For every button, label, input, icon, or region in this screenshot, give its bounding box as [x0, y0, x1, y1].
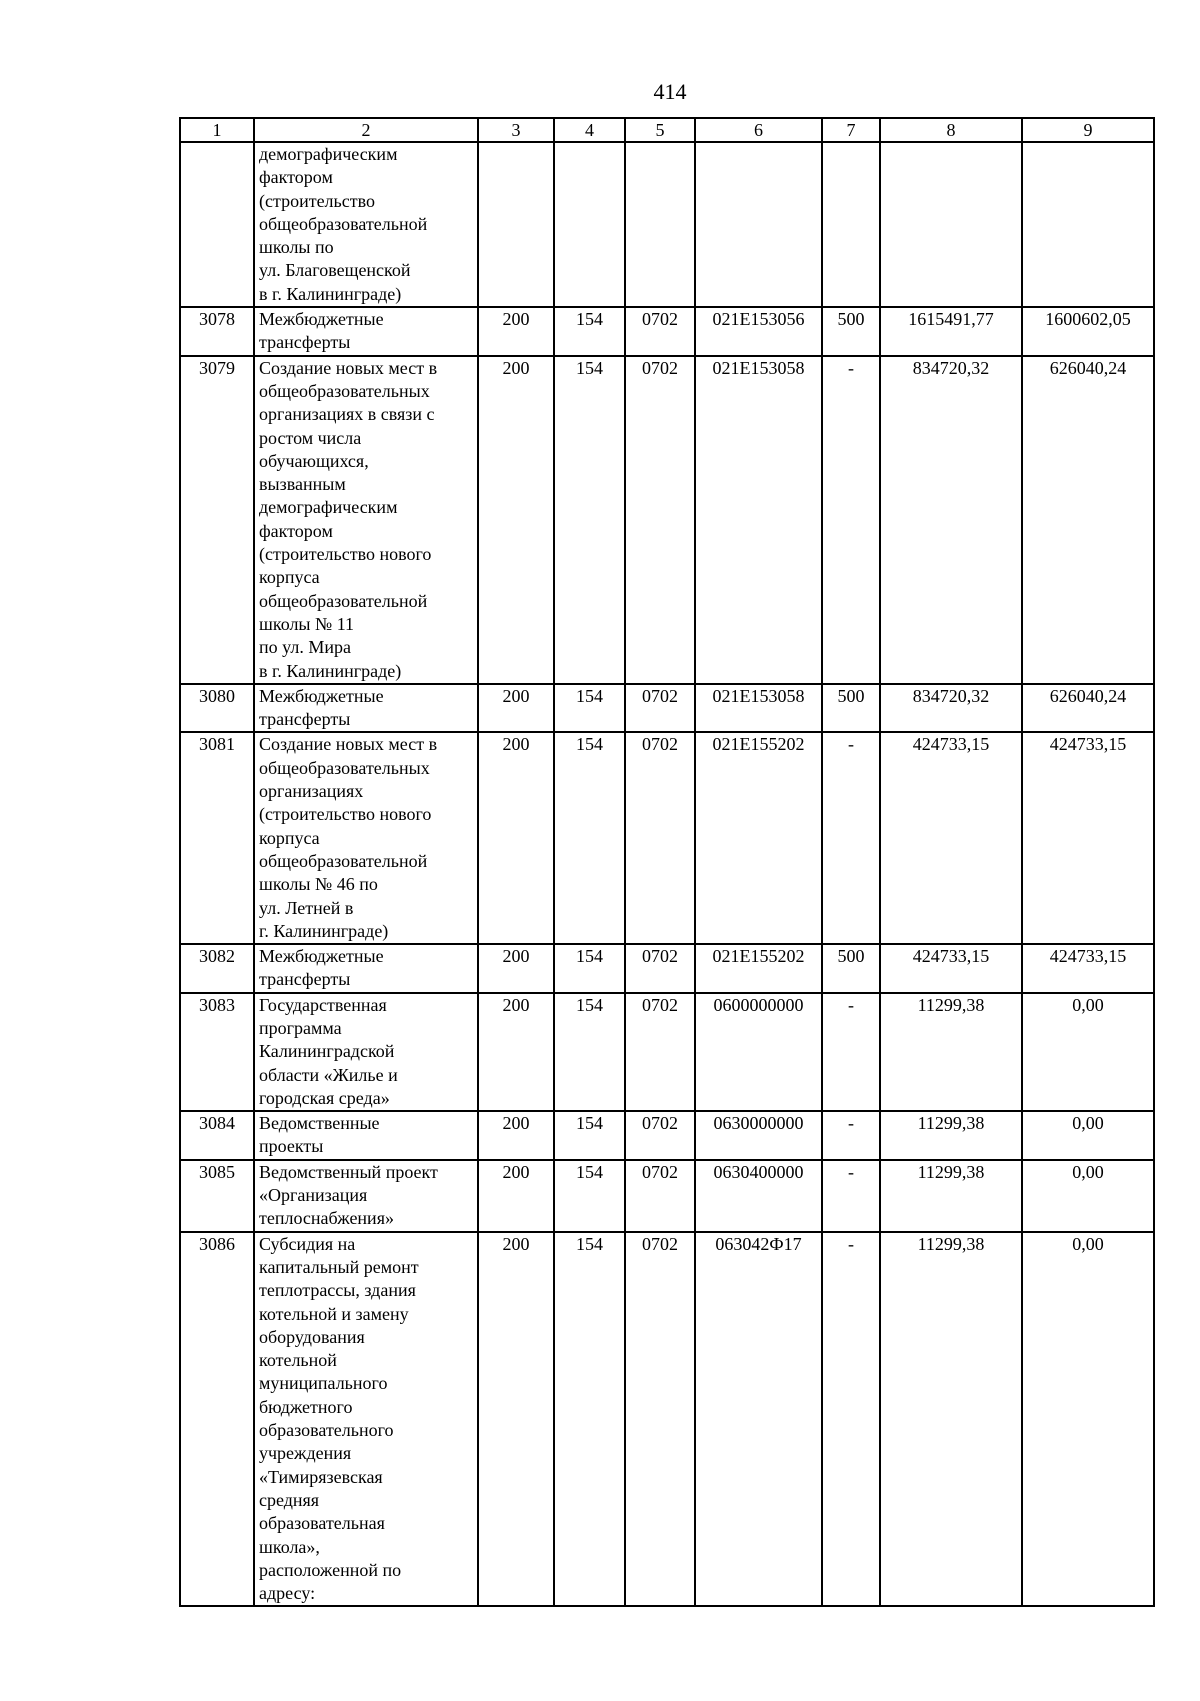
table-row [180, 684, 1154, 733]
amount-year-2-cell: 626040,24 [1022, 356, 1154, 684]
table-body [180, 142, 1154, 1606]
amount-year-1-cell: 834720,32 [880, 684, 1022, 733]
section-code-cell [625, 142, 695, 307]
target-article-code-cell: 021Е153058 [695, 684, 822, 733]
amount-year-1-cell: 424733,15 [880, 944, 1022, 993]
amount-year-1-cell: 11299,38 [880, 993, 1022, 1111]
row-number-cell: 3078 [180, 307, 254, 356]
amount-year-2-cell: 424733,15 [1022, 944, 1154, 993]
ministry-code-cell: 200 [478, 1111, 554, 1160]
section-code-cell: 0702 [625, 1232, 695, 1607]
target-article-code-cell: 021Е155202 [695, 732, 822, 944]
amount-year-1-cell: 11299,38 [880, 1160, 1022, 1232]
expense-type-code-cell [822, 142, 880, 307]
table-row [180, 356, 1154, 684]
row-number-cell [180, 142, 254, 307]
row-number-cell: 3086 [180, 1232, 254, 1607]
department-code-cell: 154 [554, 944, 625, 993]
expense-type-code-cell: - [822, 993, 880, 1111]
expense-type-code-cell: - [822, 732, 880, 944]
amount-year-1-cell: 11299,38 [880, 1111, 1022, 1160]
ministry-code-cell: 200 [478, 1160, 554, 1232]
column-header: 7 [822, 118, 880, 142]
expense-type-code-cell: - [822, 1160, 880, 1232]
amount-year-1-cell: 834720,32 [880, 356, 1022, 684]
item-description-cell: Межбюджетные трансферты [254, 944, 478, 993]
department-code-cell [554, 142, 625, 307]
row-number-cell: 3084 [180, 1111, 254, 1160]
item-description-cell: Создание новых мест в общеобразовательных организациях в связи с ростом числа обучающихся, вызванным демографическим фактором (строительство нового корпуса общеобразовательной школы № 11 по ул. Мира в г. Калининграде) [254, 356, 478, 684]
target-article-code-cell: 021Е153056 [695, 307, 822, 356]
section-code-cell: 0702 [625, 684, 695, 733]
row-number-cell: 3081 [180, 732, 254, 944]
target-article-code-cell [695, 142, 822, 307]
item-description-cell: Создание новых мест в общеобразовательных организациях (строительство нового корпуса общеобразовательной школы № 46 по ул. Летней в г. Калининграде) [254, 732, 478, 944]
section-code-cell: 0702 [625, 944, 695, 993]
section-code-cell: 0702 [625, 732, 695, 944]
amount-year-1-cell [880, 142, 1022, 307]
expense-type-code-cell: - [822, 1232, 880, 1607]
target-article-code-cell: 0630400000 [695, 1160, 822, 1232]
amount-year-1-cell: 11299,38 [880, 1232, 1022, 1607]
amount-year-2-cell: 424733,15 [1022, 732, 1154, 944]
amount-year-2-cell: 0,00 [1022, 1160, 1154, 1232]
item-description-cell: Субсидия на капитальный ремонт теплотрассы, здания котельной и замену оборудования котельной муниципального бюджетного образовательного учреждения «Тимирязевская средняя образовательная школа», расположенной по адресу: [254, 1232, 478, 1607]
target-article-code-cell: 021Е155202 [695, 944, 822, 993]
amount-year-2-cell: 0,00 [1022, 1232, 1154, 1607]
target-article-code-cell: 0600000000 [695, 993, 822, 1111]
department-code-cell: 154 [554, 356, 625, 684]
section-code-cell: 0702 [625, 1160, 695, 1232]
column-header: 8 [880, 118, 1022, 142]
section-code-cell: 0702 [625, 1111, 695, 1160]
item-description-cell: демографическим фактором (строительство общеобразовательной школы по ул. Благовещенской в г. Калининграде) [254, 142, 478, 307]
item-description-cell: Государственная программа Калининградской области «Жилье и городская среда» [254, 993, 478, 1111]
item-description-cell: Межбюджетные трансферты [254, 684, 478, 733]
ministry-code-cell [478, 142, 554, 307]
department-code-cell: 154 [554, 1232, 625, 1607]
amount-year-2-cell: 0,00 [1022, 993, 1154, 1111]
amount-year-1-cell: 1615491,77 [880, 307, 1022, 356]
row-number-cell: 3080 [180, 684, 254, 733]
item-description-cell: Ведомственный проект «Организация теплоснабжения» [254, 1160, 478, 1232]
table-row [180, 944, 1154, 993]
expense-type-code-cell: 500 [822, 307, 880, 356]
table-row [180, 142, 1154, 307]
amount-year-2-cell: 0,00 [1022, 1111, 1154, 1160]
column-header: 5 [625, 118, 695, 142]
expense-type-code-cell: - [822, 1111, 880, 1160]
amount-year-1-cell: 424733,15 [880, 732, 1022, 944]
row-number-cell: 3082 [180, 944, 254, 993]
department-code-cell: 154 [554, 1111, 625, 1160]
column-header: 1 [180, 118, 254, 142]
department-code-cell: 154 [554, 307, 625, 356]
department-code-cell: 154 [554, 993, 625, 1111]
column-header: 4 [554, 118, 625, 142]
table-row [180, 1160, 1154, 1232]
department-code-cell: 154 [554, 1160, 625, 1232]
table-row [180, 993, 1154, 1111]
ministry-code-cell: 200 [478, 732, 554, 944]
item-description-cell: Межбюджетные трансферты [254, 307, 478, 356]
section-code-cell: 0702 [625, 307, 695, 356]
column-header: 6 [695, 118, 822, 142]
table-row [180, 1232, 1154, 1607]
ministry-code-cell: 200 [478, 684, 554, 733]
target-article-code-cell: 021Е153058 [695, 356, 822, 684]
row-number-cell: 3085 [180, 1160, 254, 1232]
column-header: 9 [1022, 118, 1154, 142]
section-code-cell: 0702 [625, 993, 695, 1111]
row-number-cell: 3079 [180, 356, 254, 684]
table-row [180, 732, 1154, 944]
amount-year-2-cell: 1600602,05 [1022, 307, 1154, 356]
row-number-cell: 3083 [180, 993, 254, 1111]
table-header-row [180, 118, 1154, 142]
column-header: 2 [254, 118, 478, 142]
expense-type-code-cell: 500 [822, 684, 880, 733]
target-article-code-cell: 063042Ф17 [695, 1232, 822, 1607]
amount-year-2-cell [1022, 142, 1154, 307]
expense-type-code-cell: - [822, 356, 880, 684]
section-code-cell: 0702 [625, 356, 695, 684]
page-number: 414 [653, 79, 687, 104]
department-code-cell: 154 [554, 732, 625, 944]
target-article-code-cell: 0630000000 [695, 1111, 822, 1160]
amount-year-2-cell: 626040,24 [1022, 684, 1154, 733]
item-description-cell: Ведомственные проекты [254, 1111, 478, 1160]
expense-type-code-cell: 500 [822, 944, 880, 993]
ministry-code-cell: 200 [478, 356, 554, 684]
ministry-code-cell: 200 [478, 993, 554, 1111]
table-row [180, 1111, 1154, 1160]
ministry-code-cell: 200 [478, 1232, 554, 1607]
table-row [180, 307, 1154, 356]
department-code-cell: 154 [554, 684, 625, 733]
ministry-code-cell: 200 [478, 944, 554, 993]
budget-table [179, 117, 1155, 1607]
column-header: 3 [478, 118, 554, 142]
ministry-code-cell: 200 [478, 307, 554, 356]
